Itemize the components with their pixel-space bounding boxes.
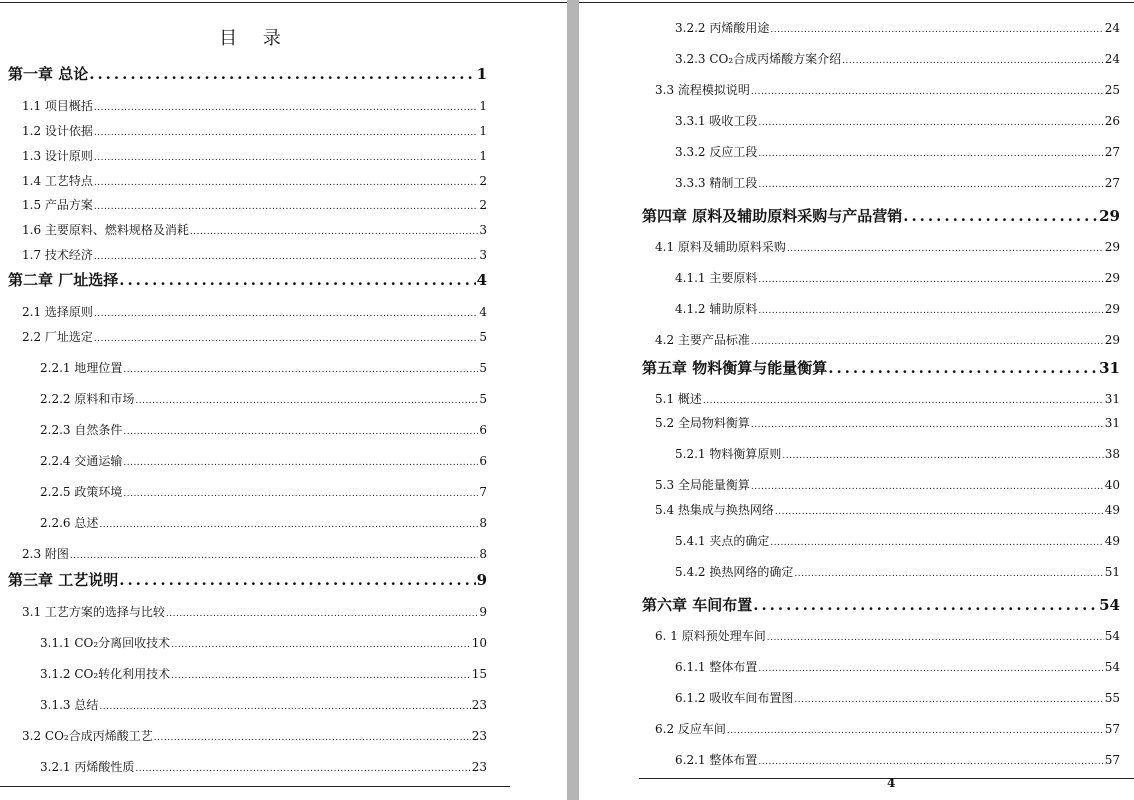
toc-entry[interactable] <box>675 112 1120 129</box>
dot-leader <box>99 520 478 530</box>
toc-entry[interactable] <box>675 143 1120 160</box>
toc-entry[interactable] <box>675 19 1120 36</box>
toc-entry-label: 3.1.2 CO₂转化利用技术 <box>40 667 171 681</box>
dot-leader <box>171 640 471 650</box>
toc-entry-page: 4 <box>479 305 487 319</box>
toc-entry-page: 1 <box>479 124 487 138</box>
toc-title: 目 录 <box>219 28 291 49</box>
toc-entry-label: 5.4 热集成与换热网络 <box>655 503 774 517</box>
dot-leader <box>94 178 478 188</box>
dot-leader <box>94 252 478 262</box>
toc-entry[interactable] <box>40 452 487 469</box>
toc-entry-label: 4.1.1 主要原料 <box>675 271 758 285</box>
dot-leader <box>758 149 1103 159</box>
toc-entry[interactable] <box>22 122 487 139</box>
toc-entry-label: 3.3.3 精制工段 <box>675 176 758 190</box>
toc-entry-page: 6 <box>479 423 487 437</box>
toc-entry[interactable] <box>40 665 487 682</box>
toc-entry[interactable] <box>655 81 1120 98</box>
dot-leader <box>758 757 1103 767</box>
toc-entry-page: 49 <box>1104 534 1120 548</box>
toc-entry-page: 29 <box>1099 207 1120 225</box>
toc-entry-page: 31 <box>1099 359 1120 377</box>
toc-entry-page: 38 <box>1104 447 1120 461</box>
toc-entry[interactable] <box>22 97 487 114</box>
dot-leader <box>767 633 1104 643</box>
toc-chapter-entry[interactable] <box>8 269 487 290</box>
toc-entry[interactable] <box>40 696 487 713</box>
toc-entry-page: 23 <box>471 698 487 712</box>
toc-entry[interactable] <box>40 758 487 775</box>
toc-entry-page: 29 <box>1104 271 1120 285</box>
dot-leader <box>782 451 1103 461</box>
toc-entry-label: 1.1 项目概括 <box>22 99 93 113</box>
toc-entry[interactable] <box>675 269 1120 286</box>
toc-entry-label: 3.1.3 总结 <box>40 698 99 712</box>
toc-entry-label: 第一章 总论 <box>8 65 89 83</box>
dot-leader <box>758 118 1103 128</box>
toc-entry-label: 4.1.2 辅助原料 <box>675 302 758 316</box>
toc-entry[interactable] <box>655 720 1120 737</box>
toc-entry-label: 6.1.1 整体布置 <box>675 660 758 674</box>
toc-entry-page: 7 <box>479 485 487 499</box>
document-page-right <box>579 0 1134 800</box>
toc-entry-page: 5 <box>479 361 487 375</box>
toc-entry-page: 27 <box>1104 176 1120 190</box>
toc-entry-page: 29 <box>1104 333 1120 347</box>
toc-entry-label: 1.4 工艺特点 <box>22 174 93 188</box>
toc-entry-label: 4.2 主要产品标准 <box>655 333 750 347</box>
toc-entry-page: 57 <box>1104 722 1120 736</box>
toc-entry-label: 5.4.2 换热网络的确定 <box>675 565 794 579</box>
page-number: 4 <box>887 776 896 790</box>
dot-leader <box>94 128 478 138</box>
dot-leader <box>94 309 478 319</box>
dot-leader <box>758 275 1103 285</box>
toc-entry[interactable] <box>675 174 1120 191</box>
toc-entry[interactable] <box>22 603 487 620</box>
toc-entry-label: 5.2 全局物料衡算 <box>655 416 750 430</box>
toc-entry-label: 1.6 主要原料、燃料规格及消耗 <box>22 223 189 237</box>
dot-leader <box>727 726 1104 736</box>
toc-entry-page: 57 <box>1104 753 1120 767</box>
toc-entry-label: 6. 1 原料预处理车间 <box>655 629 766 643</box>
dot-leader <box>903 207 1098 225</box>
dot-leader <box>119 571 475 589</box>
toc-entry-label: 3.3.1 吸收工段 <box>675 114 758 128</box>
toc-entry-page: 1 <box>476 65 487 83</box>
toc-entry[interactable] <box>40 421 487 438</box>
toc-entry[interactable] <box>655 501 1120 518</box>
dot-leader <box>166 609 478 619</box>
toc-chapter-entry[interactable] <box>642 205 1120 226</box>
toc-entry-page: 40 <box>1104 478 1120 492</box>
dot-leader <box>190 227 478 237</box>
toc-entry-page: 24 <box>1104 52 1120 66</box>
toc-entry[interactable] <box>655 627 1120 644</box>
toc-entry[interactable] <box>22 545 487 562</box>
toc-entry[interactable] <box>675 532 1120 549</box>
toc-entry-label: 1.3 设计原则 <box>22 149 93 163</box>
top-rule <box>0 2 567 3</box>
toc-entry-page: 6 <box>479 454 487 468</box>
toc-entry[interactable] <box>22 727 487 744</box>
dot-leader <box>758 180 1103 190</box>
dot-leader <box>751 87 1104 97</box>
dot-leader <box>171 671 471 681</box>
dot-leader <box>751 482 1104 492</box>
dot-leader <box>751 337 1104 347</box>
dot-leader <box>794 569 1103 579</box>
toc-entry[interactable] <box>675 445 1120 462</box>
toc-entry-label: 第五章 物料衡算与能量衡算 <box>642 359 828 377</box>
toc-entry-page: 27 <box>1104 145 1120 159</box>
toc-entry-page: 1 <box>479 149 487 163</box>
toc-entry-label: 2.2.1 地理位置 <box>40 361 123 375</box>
dot-leader <box>94 153 478 163</box>
dot-leader <box>758 664 1103 674</box>
toc-entry-label: 3.2 CO₂合成丙烯酸工艺 <box>22 729 153 743</box>
toc-entry-label: 1.5 产品方案 <box>22 198 93 212</box>
toc-entry-label: 3.3 流程模拟说明 <box>655 83 750 97</box>
toc-entry-label: 5.3 全局能量衡算 <box>655 478 750 492</box>
dot-leader <box>154 733 471 743</box>
dot-leader <box>94 334 478 344</box>
toc-entry-label: 3.2.2 丙烯酸用途 <box>675 21 770 35</box>
toc-entry[interactable] <box>22 303 487 320</box>
toc-entry-page: 8 <box>479 516 487 530</box>
toc-entry-label: 3.1 工艺方案的选择与比较 <box>22 605 165 619</box>
toc-entry[interactable] <box>22 196 487 213</box>
dot-leader <box>775 507 1104 517</box>
toc-entry-page: 9 <box>476 571 487 589</box>
bottom-rule <box>0 786 510 787</box>
toc-chapter-entry[interactable] <box>642 357 1120 378</box>
toc-entry[interactable] <box>40 390 487 407</box>
toc-entry-page: 23 <box>471 760 487 774</box>
dot-leader <box>94 202 478 212</box>
toc-entry-page: 3 <box>479 248 487 262</box>
toc-entry[interactable] <box>675 50 1120 67</box>
toc-chapter-entry[interactable] <box>8 569 487 590</box>
toc-entry-label: 2.3 附图 <box>22 547 69 561</box>
dot-leader <box>123 489 478 499</box>
toc-entry[interactable] <box>655 238 1120 255</box>
toc-entry[interactable] <box>22 246 487 263</box>
toc-entry-page: 8 <box>479 547 487 561</box>
toc-entry-page: 1 <box>479 99 487 113</box>
dot-leader <box>828 359 1098 377</box>
toc-entry-label: 3.3.2 反应工段 <box>675 145 758 159</box>
toc-entry-label: 6.1.2 吸收车间布置图 <box>675 691 794 705</box>
toc-entry-page: 55 <box>1104 691 1120 705</box>
toc-entry-label: 2.2 厂址选定 <box>22 330 93 344</box>
dot-leader <box>70 551 478 561</box>
toc-entry[interactable] <box>675 658 1120 675</box>
toc-entry-page: 29 <box>1104 240 1120 254</box>
toc-entry-page: 10 <box>471 636 487 650</box>
top-rule <box>579 2 1134 3</box>
toc-entry-label: 1.2 设计依据 <box>22 124 93 138</box>
toc-entry-page: 5 <box>479 392 487 406</box>
dot-leader <box>751 420 1104 430</box>
dot-leader <box>794 695 1103 705</box>
toc-chapter-entry[interactable] <box>8 63 487 84</box>
toc-entry-label: 5.4.1 夹点的确定 <box>675 534 770 548</box>
toc-entry-label: 2.2.3 自然条件 <box>40 423 123 437</box>
dot-leader <box>135 396 478 406</box>
toc-entry-page: 3 <box>479 223 487 237</box>
toc-entry-label: 2.2.6 总述 <box>40 516 99 530</box>
dot-leader <box>770 538 1103 548</box>
toc-entry-page: 2 <box>479 174 487 188</box>
dot-leader <box>758 306 1103 316</box>
toc-entry-label: 3.1.1 CO₂分离回收技术 <box>40 636 171 650</box>
toc-entry-label: 2.2.5 政策环境 <box>40 485 123 499</box>
dot-leader <box>135 764 470 774</box>
toc-entry-page: 23 <box>471 729 487 743</box>
toc-entry-label: 6.2.1 整体布置 <box>675 753 758 767</box>
toc-entry[interactable] <box>22 221 487 238</box>
dot-leader <box>770 25 1103 35</box>
toc-entry-page: 29 <box>1104 302 1120 316</box>
toc-entry-page: 54 <box>1104 629 1120 643</box>
toc-entry-label: 第三章 工艺说明 <box>8 571 119 589</box>
toc-entry-label: 3.2.3 CO₂合成丙烯酸方案介绍 <box>675 52 842 66</box>
toc-entry[interactable] <box>22 328 487 345</box>
toc-entry-page: 25 <box>1104 83 1120 97</box>
toc-chapter-entry[interactable] <box>642 594 1120 615</box>
toc-entry-label: 2.1 选择原则 <box>22 305 93 319</box>
toc-entry-page: 2 <box>479 198 487 212</box>
dot-leader <box>703 396 1104 406</box>
dot-leader <box>753 596 1098 614</box>
toc-entry[interactable] <box>40 514 487 531</box>
toc-entry-page: 9 <box>479 605 487 619</box>
toc-entry-label: 2.2.4 交通运输 <box>40 454 123 468</box>
toc-entry-label: 4.1 原料及辅助原料采购 <box>655 240 786 254</box>
toc-entry-label: 5.1 概述 <box>655 392 702 406</box>
toc-entry-page: 24 <box>1104 21 1120 35</box>
toc-entry-page: 4 <box>476 271 487 289</box>
toc-entry[interactable] <box>40 359 487 376</box>
toc-entry[interactable] <box>655 390 1120 407</box>
dot-leader <box>787 244 1104 254</box>
toc-entry-label: 第四章 原料及辅助原料采购与产品营销 <box>642 207 903 225</box>
toc-entry[interactable] <box>655 331 1120 348</box>
toc-entry-page: 51 <box>1104 565 1120 579</box>
toc-entry[interactable] <box>655 414 1120 431</box>
toc-entry[interactable] <box>40 634 487 651</box>
toc-entry[interactable] <box>675 300 1120 317</box>
dot-leader <box>123 427 478 437</box>
dot-leader <box>94 103 478 113</box>
toc-entry[interactable] <box>22 172 487 189</box>
toc-entry-label: 5.2.1 物料衡算原则 <box>675 447 782 461</box>
toc-entry-label: 2.2.2 原料和市场 <box>40 392 135 406</box>
toc-entry-label: 第六章 车间布置 <box>642 596 753 614</box>
toc-entry-page: 5 <box>479 330 487 344</box>
toc-entry[interactable] <box>655 476 1120 493</box>
dot-leader <box>842 56 1104 66</box>
toc-entry-label: 1.7 技术经济 <box>22 248 93 262</box>
toc-entry-page: 31 <box>1104 392 1120 406</box>
toc-entry-page: 54 <box>1104 660 1120 674</box>
toc-entry[interactable] <box>40 483 487 500</box>
toc-entry-page: 54 <box>1099 596 1120 614</box>
dot-leader <box>119 271 475 289</box>
dot-leader <box>99 702 470 712</box>
toc-entry-page: 31 <box>1104 416 1120 430</box>
toc-entry[interactable] <box>22 147 487 164</box>
dot-leader <box>123 458 478 468</box>
toc-entry-page: 26 <box>1104 114 1120 128</box>
toc-entry[interactable] <box>675 563 1120 580</box>
toc-entry[interactable] <box>675 689 1120 706</box>
dot-leader <box>123 365 478 375</box>
dot-leader <box>89 65 475 83</box>
toc-entry[interactable] <box>675 751 1120 768</box>
toc-entry-page: 15 <box>471 667 487 681</box>
toc-entry-label: 6.2 反应车间 <box>655 722 726 736</box>
toc-entry-page: 49 <box>1104 503 1120 517</box>
toc-entry-label: 第二章 厂址选择 <box>8 271 119 289</box>
toc-entry-label: 3.2.1 丙烯酸性质 <box>40 760 135 774</box>
